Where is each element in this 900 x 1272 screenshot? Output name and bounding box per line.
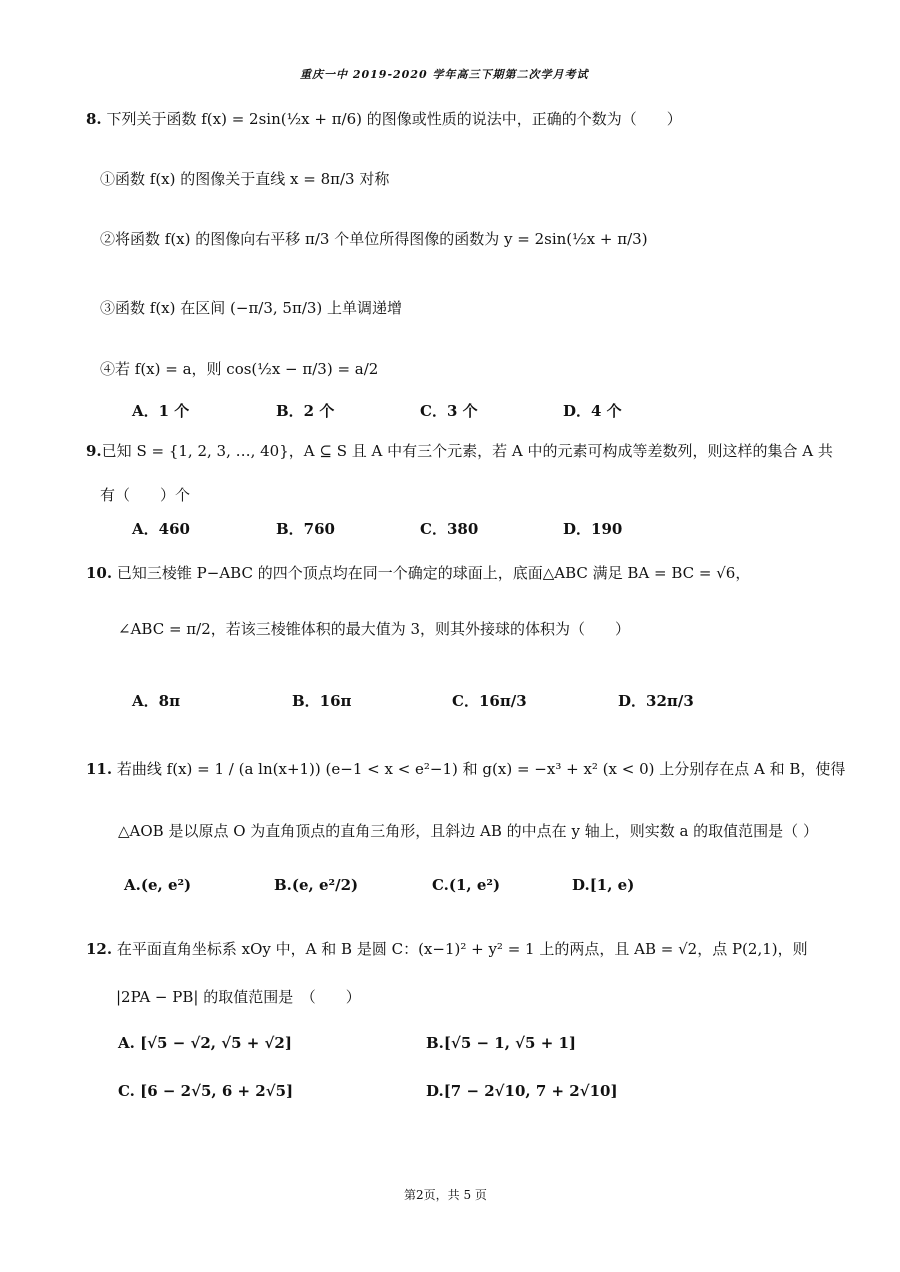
question-text: 下列关于函数 f(x) = 2sin(½x + π/6) 的图像或性质的说法中，正确的个数为（ ）: [106, 110, 682, 128]
option-a: A.(e, e²): [124, 876, 192, 894]
statement-4: ④若 f(x) = a，则 cos(½x − π/3) = a/2: [100, 360, 379, 378]
option-b: B.(e, e²/2): [274, 876, 359, 894]
question-number: 11.: [86, 760, 113, 778]
question-text: 已知三棱锥 P−ABC 的四个顶点均在同一个确定的球面上，底面△ABC 满足 BA = BC = √6，: [116, 564, 751, 582]
option-d: D.[7 − 2√10, 7 + 2√10]: [426, 1082, 618, 1100]
question-number: 9.: [86, 442, 102, 460]
question-11-stem: [86, 758, 845, 779]
question-number: 8.: [86, 110, 102, 128]
statement-2: ②将函数 f(x) 的图像向右平移 π/3 个单位所得图像的函数为 y = 2sin(½x + π/3): [100, 230, 648, 248]
option-c: C.(1, e²): [432, 876, 501, 894]
option-a: A. [√5 − √2, √5 + √2]: [118, 1034, 292, 1052]
option-a: A．460: [132, 520, 190, 538]
option-a: A．1 个: [132, 402, 190, 420]
question-text: 在平面直角坐标系 xOy 中，A 和 B 是圆 C：(x−1)² + y² = 1 上的两点，且 AB = √2，点 P(2,1)，则: [116, 940, 808, 958]
option-c: C．3 个: [420, 402, 478, 420]
question-10-stem-line2: ∠ABC = π/2，若该三棱锥体积的最大值为 3，则其外接球的体积为（ ）: [118, 620, 631, 638]
question-9-stem-line2: 有（ ）个: [100, 486, 191, 504]
question-number: 10.: [86, 564, 113, 582]
option-c: C．380: [420, 520, 479, 538]
question-12-stem-line2: |2PA − PB| 的取值范围是 （ ）: [116, 988, 361, 1006]
question-10-stem: [86, 562, 750, 583]
page-header: 重庆一中 2019-2020 学年高三下期第二次学月考试: [300, 68, 589, 81]
option-a: A．8π: [132, 692, 181, 710]
question-text: 已知 S = {1, 2, 3, …, 40}，A ⊆ S 且 A 中有三个元素，若 A 中的元素可构成等差数列，则这样的集合 A 共: [101, 442, 833, 460]
question-8-stem: [86, 108, 682, 129]
option-d: D.[1, e): [572, 876, 635, 894]
option-c: C. [6 − 2√5, 6 + 2√5]: [118, 1082, 294, 1100]
question-12-stem: [86, 938, 808, 959]
question-11-stem-line2: △AOB 是以原点 O 为直角顶点的直角三角形，且斜边 AB 的中点在 y 轴上，则实数 a 的取值范围是（ ）: [118, 822, 818, 840]
option-d: D．190: [563, 520, 623, 538]
page-footer: 第2页，共 5 页: [404, 1188, 487, 1202]
statement-3: ③函数 f(x) 在区间 (−π/3, 5π/3) 上单调递增: [100, 299, 403, 317]
option-b: B．16π: [292, 692, 352, 710]
statement-1: ①函数 f(x) 的图像关于直线 x = 8π/3 对称: [100, 170, 390, 188]
option-d: D．4 个: [563, 402, 622, 420]
option-b: B.[√5 − 1, √5 + 1]: [426, 1034, 577, 1052]
question-text: 若曲线 f(x) = 1 / (a ln(x+1)) (e−1 < x < e²−1) 和 g(x) = −x³ + x² (x < 0) 上分别存在点 A 和 B，使得: [116, 760, 846, 778]
option-d: D．32π/3: [618, 692, 694, 710]
question-number: 12.: [86, 940, 113, 958]
question-9-stem: [86, 440, 833, 461]
option-b: B．2 个: [276, 402, 335, 420]
option-b: B．760: [276, 520, 335, 538]
option-c: C．16π/3: [452, 692, 527, 710]
